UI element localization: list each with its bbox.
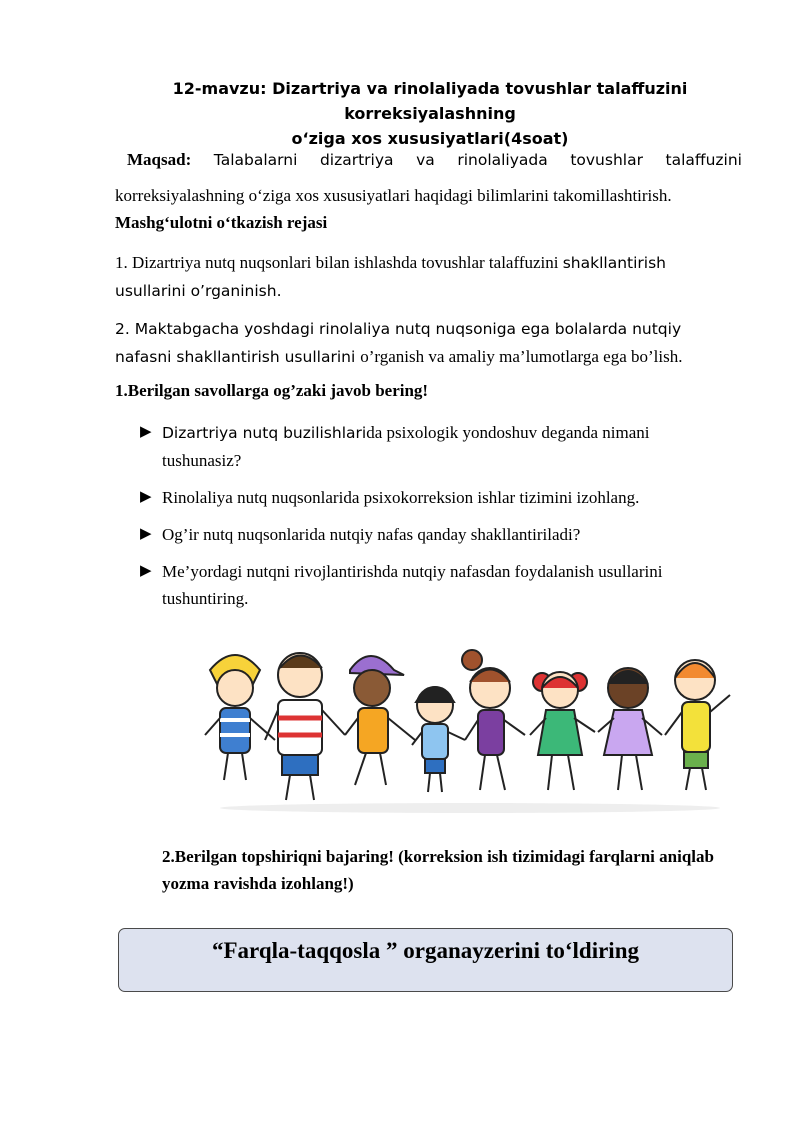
- lesson-title: [115, 76, 745, 151]
- arrow-bullet-icon: ▶: [140, 526, 152, 542]
- goal-word: va: [416, 151, 435, 169]
- plan-item-1: [115, 249, 735, 305]
- organizer-banner: “Farqla-taqqosla ” organayzerini to‘ldiring: [118, 928, 733, 992]
- list-item: [140, 521, 730, 548]
- lesson-title-line2: o‘ziga xos xususiyatlari(4soat): [291, 129, 569, 148]
- goal-word: rinolaliyada: [457, 151, 548, 169]
- child-figure: [265, 653, 345, 800]
- question-text: [162, 419, 730, 474]
- child-figure: [345, 656, 415, 785]
- children-holding-hands-illustration: [190, 640, 740, 815]
- arrow-bullet-icon: ▶: [140, 489, 152, 505]
- question-text-rest: da psixologik yondoshuv deganda nimani tushunasiz?: [162, 423, 650, 470]
- plan-item-1-text: 1. Dizartriya nutq nuqsonlari bilan ishlashda tovushlar talaffuzini: [115, 253, 563, 272]
- child-figure: [665, 660, 730, 790]
- goal-label: Maqsad:: [127, 150, 192, 169]
- arrow-bullet-icon: ▶: [140, 563, 152, 579]
- lesson-title-line1: 12-mavzu: Dizartriya va rinolaliyada tovushlar talaffuzini korreksiyalashning: [172, 79, 688, 123]
- list-item: [140, 484, 730, 511]
- questions-heading: 1.Berilgan savollarga og’zaki javob bering!: [115, 381, 429, 400]
- child-figure: [598, 668, 662, 790]
- plan-item-1-text-sans: shakllantirish usullarini o’rganinish.: [115, 254, 667, 300]
- question-text-sans: Dizartriya nutq buzilishlari: [162, 424, 367, 442]
- goal-word: tovushlar: [570, 151, 643, 169]
- goal-paragraph: [115, 142, 742, 214]
- plan-item-2-text: o’rganish va amaliy ma’lumotlarga ega bo’lish.: [360, 347, 683, 366]
- question-text: Rinolaliya nutq nuqsonlarida psixokorreksion ishlar tizimini izohlang.: [162, 488, 640, 507]
- goal-word: dizartriya: [319, 151, 394, 169]
- child-figure: [412, 687, 465, 792]
- goal-word: Talabalarni: [213, 151, 298, 169]
- goal-second-line: korreksiyalashning o‘ziga xos xususiyatlari haqidagi bilimlarini takomillashtirish.: [115, 186, 672, 205]
- goal-word: talaffuzini: [665, 151, 742, 169]
- task-heading: 2.Berilgan topshiriqni bajaring! (korreksion ish tizimidagi farqlarni aniqlab yozma ravishda izohlang!): [162, 847, 714, 893]
- child-figure: [205, 655, 275, 780]
- arrow-bullet-icon: ▶: [140, 424, 152, 440]
- question-text: Me’yordagi nutqni rivojlantirishda nutqiy nafasdan foydalanish usullarini tushuntiring.: [162, 562, 663, 608]
- question-list: [140, 419, 730, 622]
- list-item: [140, 419, 730, 474]
- question-text: Og’ir nutq nuqsonlarida nutqiy nafas qanday shakllantiriladi?: [162, 525, 581, 544]
- child-figure: [462, 650, 525, 790]
- list-item: [140, 558, 730, 612]
- plan-item-2: [115, 315, 735, 371]
- plan-item-2-text-sans: 2. Maktabgacha yoshdagi rinolaliya nutq nuqsoniga ega bolalarda nutqiy nafasni shakllantirish usullarini: [115, 320, 682, 366]
- child-figure: [530, 672, 595, 790]
- plan-heading: Mashg‘ulotni o‘tkazish rejasi: [115, 213, 328, 232]
- goal-first-line: [115, 142, 742, 178]
